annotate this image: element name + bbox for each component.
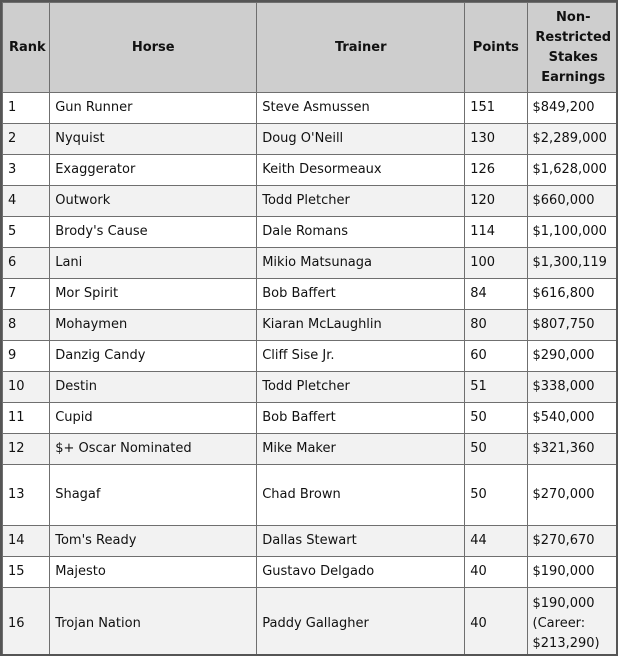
cell-horse: Lani	[50, 248, 257, 279]
cell-earnings: $1,300,119	[527, 248, 618, 279]
cell-earnings: $807,750	[527, 310, 618, 341]
cell-earnings: $190,000 (Career: $213,290)	[527, 588, 618, 656]
cell-earnings: $1,628,000	[527, 155, 618, 186]
cell-points: 60	[465, 341, 527, 372]
cell-trainer: Doug O'Neill	[257, 124, 465, 155]
cell-trainer: Steve Asmussen	[257, 93, 465, 124]
cell-points: 130	[465, 124, 527, 155]
cell-rank: 2	[3, 124, 50, 155]
table-row	[3, 588, 618, 656]
table-row	[3, 248, 618, 279]
cell-points: 50	[465, 403, 527, 434]
table-row	[3, 557, 618, 588]
cell-horse: Brody's Cause	[50, 217, 257, 248]
cell-horse: Outwork	[50, 186, 257, 217]
cell-earnings: $540,000	[527, 403, 618, 434]
cell-rank: 9	[3, 341, 50, 372]
cell-trainer: Cliff Sise Jr.	[257, 341, 465, 372]
cell-earnings: $338,000	[527, 372, 618, 403]
cell-points: 40	[465, 588, 527, 656]
cell-horse: Tom's Ready	[50, 526, 257, 557]
cell-points: 44	[465, 526, 527, 557]
cell-horse: Shagaf	[50, 465, 257, 526]
table-row	[3, 403, 618, 434]
cell-points: 40	[465, 557, 527, 588]
cell-rank: 3	[3, 155, 50, 186]
cell-trainer: Todd Pletcher	[257, 372, 465, 403]
cell-rank: 10	[3, 372, 50, 403]
cell-trainer: Kiaran McLaughlin	[257, 310, 465, 341]
cell-trainer: Dallas Stewart	[257, 526, 465, 557]
cell-trainer: Keith Desormeaux	[257, 155, 465, 186]
cell-trainer: Paddy Gallagher	[257, 588, 465, 656]
table-row	[3, 279, 618, 310]
cell-rank: 6	[3, 248, 50, 279]
cell-points: 114	[465, 217, 527, 248]
cell-rank: 1	[3, 93, 50, 124]
cell-rank: 7	[3, 279, 50, 310]
cell-rank: 5	[3, 217, 50, 248]
table-row	[3, 124, 618, 155]
cell-points: 151	[465, 93, 527, 124]
cell-horse: Nyquist	[50, 124, 257, 155]
header-rank: Rank	[3, 3, 50, 93]
header-earnings: Non-Restricted Stakes Earnings	[527, 3, 618, 93]
header-trainer: Trainer	[257, 3, 465, 93]
cell-points: 50	[465, 465, 527, 526]
cell-rank: 4	[3, 186, 50, 217]
cell-earnings: $190,000	[527, 557, 618, 588]
cell-horse: Cupid	[50, 403, 257, 434]
cell-points: 50	[465, 434, 527, 465]
cell-earnings: $849,200	[527, 93, 618, 124]
table-row	[3, 434, 618, 465]
cell-horse: Mor Spirit	[50, 279, 257, 310]
cell-rank: 16	[3, 588, 50, 656]
cell-rank: 15	[3, 557, 50, 588]
cell-horse: Danzig Candy	[50, 341, 257, 372]
header-points: Points	[465, 3, 527, 93]
header-horse: Horse	[50, 3, 257, 93]
cell-points: 51	[465, 372, 527, 403]
table-header-row	[3, 3, 618, 93]
cell-earnings: $616,800	[527, 279, 618, 310]
cell-earnings: $290,000	[527, 341, 618, 372]
table-row	[3, 310, 618, 341]
cell-rank: 8	[3, 310, 50, 341]
table-row	[3, 372, 618, 403]
cell-earnings: $321,360	[527, 434, 618, 465]
cell-horse: Majesto	[50, 557, 257, 588]
cell-rank: 12	[3, 434, 50, 465]
cell-horse: Destin	[50, 372, 257, 403]
cell-points: 80	[465, 310, 527, 341]
cell-horse: Mohaymen	[50, 310, 257, 341]
cell-horse: $+ Oscar Nominated	[50, 434, 257, 465]
cell-points: 120	[465, 186, 527, 217]
cell-points: 126	[465, 155, 527, 186]
cell-earnings: $270,670	[527, 526, 618, 557]
table-row	[3, 217, 618, 248]
cell-rank: 14	[3, 526, 50, 557]
cell-trainer: Bob Baffert	[257, 403, 465, 434]
cell-trainer: Mikio Matsunaga	[257, 248, 465, 279]
standings-table	[2, 2, 618, 656]
cell-trainer: Dale Romans	[257, 217, 465, 248]
cell-trainer: Chad Brown	[257, 465, 465, 526]
table-body	[3, 93, 618, 656]
table-row	[3, 341, 618, 372]
cell-earnings: $660,000	[527, 186, 618, 217]
table-row	[3, 155, 618, 186]
cell-rank: 13	[3, 465, 50, 526]
cell-rank: 11	[3, 403, 50, 434]
table-row	[3, 93, 618, 124]
table-row	[3, 526, 618, 557]
cell-horse: Gun Runner	[50, 93, 257, 124]
cell-trainer: Gustavo Delgado	[257, 557, 465, 588]
table-row	[3, 186, 618, 217]
cell-horse: Exaggerator	[50, 155, 257, 186]
cell-trainer: Bob Baffert	[257, 279, 465, 310]
cell-horse: Trojan Nation	[50, 588, 257, 656]
cell-trainer: Mike Maker	[257, 434, 465, 465]
cell-points: 84	[465, 279, 527, 310]
cell-trainer: Todd Pletcher	[257, 186, 465, 217]
cell-earnings: $2,289,000	[527, 124, 618, 155]
cell-earnings: $270,000	[527, 465, 618, 526]
cell-points: 100	[465, 248, 527, 279]
cell-earnings: $1,100,000	[527, 217, 618, 248]
table-row	[3, 465, 618, 526]
